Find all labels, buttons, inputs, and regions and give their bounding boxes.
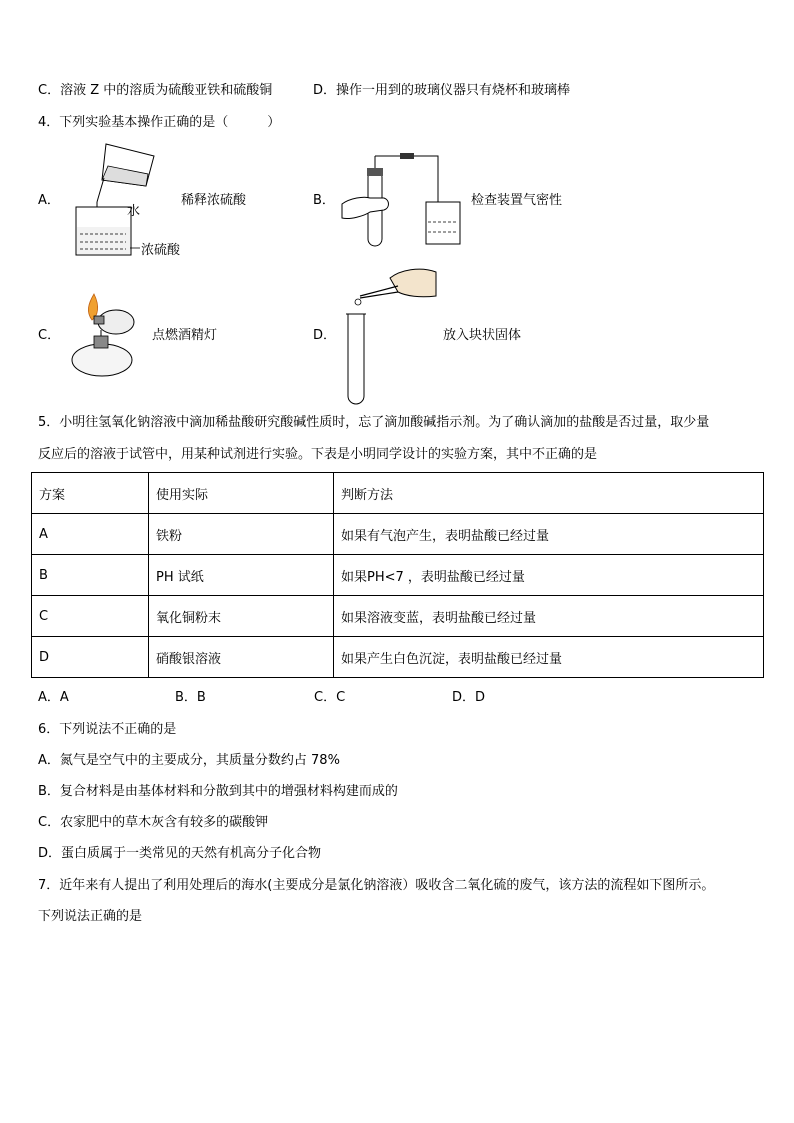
header-cell: 判断方法 <box>334 473 764 514</box>
header-cell: 方案 <box>32 473 149 514</box>
table-cell: D <box>32 637 149 678</box>
table-cell: 铁粉 <box>149 514 334 555</box>
table-cell: 如果有气泡产生，表明盐酸已经过量 <box>334 514 764 555</box>
table-cell: 如果产生白色沉淀，表明盐酸已经过量 <box>334 637 764 678</box>
q4-option-b-letter: B． <box>313 193 335 208</box>
q4-option-d-caption: 放入块状固体 <box>443 328 522 343</box>
q5-stem-line1: 5．小明往氢氧化钠溶液中滴加稀盐酸研究酸碱性质时，忘了滴加酸碱指示剂。为了确认滴加的盐酸是否过量，取少量 <box>38 415 710 430</box>
q5-answer-c: C．C <box>314 690 346 705</box>
q5-answer-b: B．B <box>175 690 206 705</box>
q5-table <box>31 472 764 678</box>
q5-stem-line2: 反应后的溶液于试管中，用某种试剂进行实验。下表是小明同学设计的实验方案，其中不正确的是 <box>38 447 598 462</box>
q5-answer-a: A．A <box>38 690 69 705</box>
table-cell: 如果PH<7 ，表明盐酸已经过量 <box>334 555 764 596</box>
q4-option-a-letter: A． <box>38 193 60 208</box>
solid-insertion-figure <box>340 262 440 405</box>
q6-option-a: A．氮气是空气中的主要成分，其质量分数约占 78% <box>38 753 340 768</box>
q3-option-c: C．溶液 Z 中的溶质为硫酸亚铁和硫酸铜 <box>38 83 273 98</box>
q6-option-d: D．蛋白质属于一类常见的天然有机高分子化合物 <box>38 846 322 861</box>
q4-option-d-letter: D． <box>313 328 337 343</box>
table-cell: 氧化铜粉末 <box>149 596 334 637</box>
q6-option-b: B．复合材料是由基体材料和分散到其中的增强材料构建而成的 <box>38 784 398 799</box>
table-cell: 硝酸银溶液 <box>149 637 334 678</box>
q4-option-c-caption: 点燃酒精灯 <box>152 328 218 343</box>
q7-stem-line1: 7．近年来有人提出了利用处理后的海水(主要成分是氯化钠溶液）吸收含二氧化硫的废气，该方法的流程如下图所示。 <box>38 878 715 893</box>
q4-stem: 4．下列实验基本操作正确的是（ ） <box>38 115 281 130</box>
table-cell: PH 试纸 <box>149 555 334 596</box>
q4-option-a-caption: 稀释浓硫酸 <box>181 193 247 208</box>
q5-answer-d: D．D <box>452 690 486 705</box>
alcohol-lamp-figure <box>64 290 149 382</box>
table-cell: 如果溶液变蓝，表明盐酸已经过量 <box>334 596 764 637</box>
water-label: 水 <box>127 204 141 219</box>
table-row <box>32 555 764 596</box>
q6-stem: 6．下列说法不正确的是 <box>38 722 177 737</box>
table-cell: C <box>32 596 149 637</box>
header-cell: 使用实际 <box>149 473 334 514</box>
table-row <box>32 637 764 678</box>
table-row <box>32 596 764 637</box>
q4-option-c-letter: C． <box>38 328 61 343</box>
q6-option-c: C．农家肥中的草木灰含有较多的碳酸钾 <box>38 815 269 830</box>
acid-label: 浓硫酸 <box>141 243 181 258</box>
table-row <box>32 514 764 555</box>
table-cell: A <box>32 514 149 555</box>
table-cell: B <box>32 555 149 596</box>
airtightness-figure <box>340 152 470 252</box>
table-header-row <box>32 473 764 514</box>
q3-option-d: D．操作一用到的玻璃仪器只有烧杯和玻璃棒 <box>313 83 571 98</box>
q4-option-b-caption: 检查装置气密性 <box>471 193 563 208</box>
q7-stem-line2: 下列说法正确的是 <box>38 909 143 924</box>
